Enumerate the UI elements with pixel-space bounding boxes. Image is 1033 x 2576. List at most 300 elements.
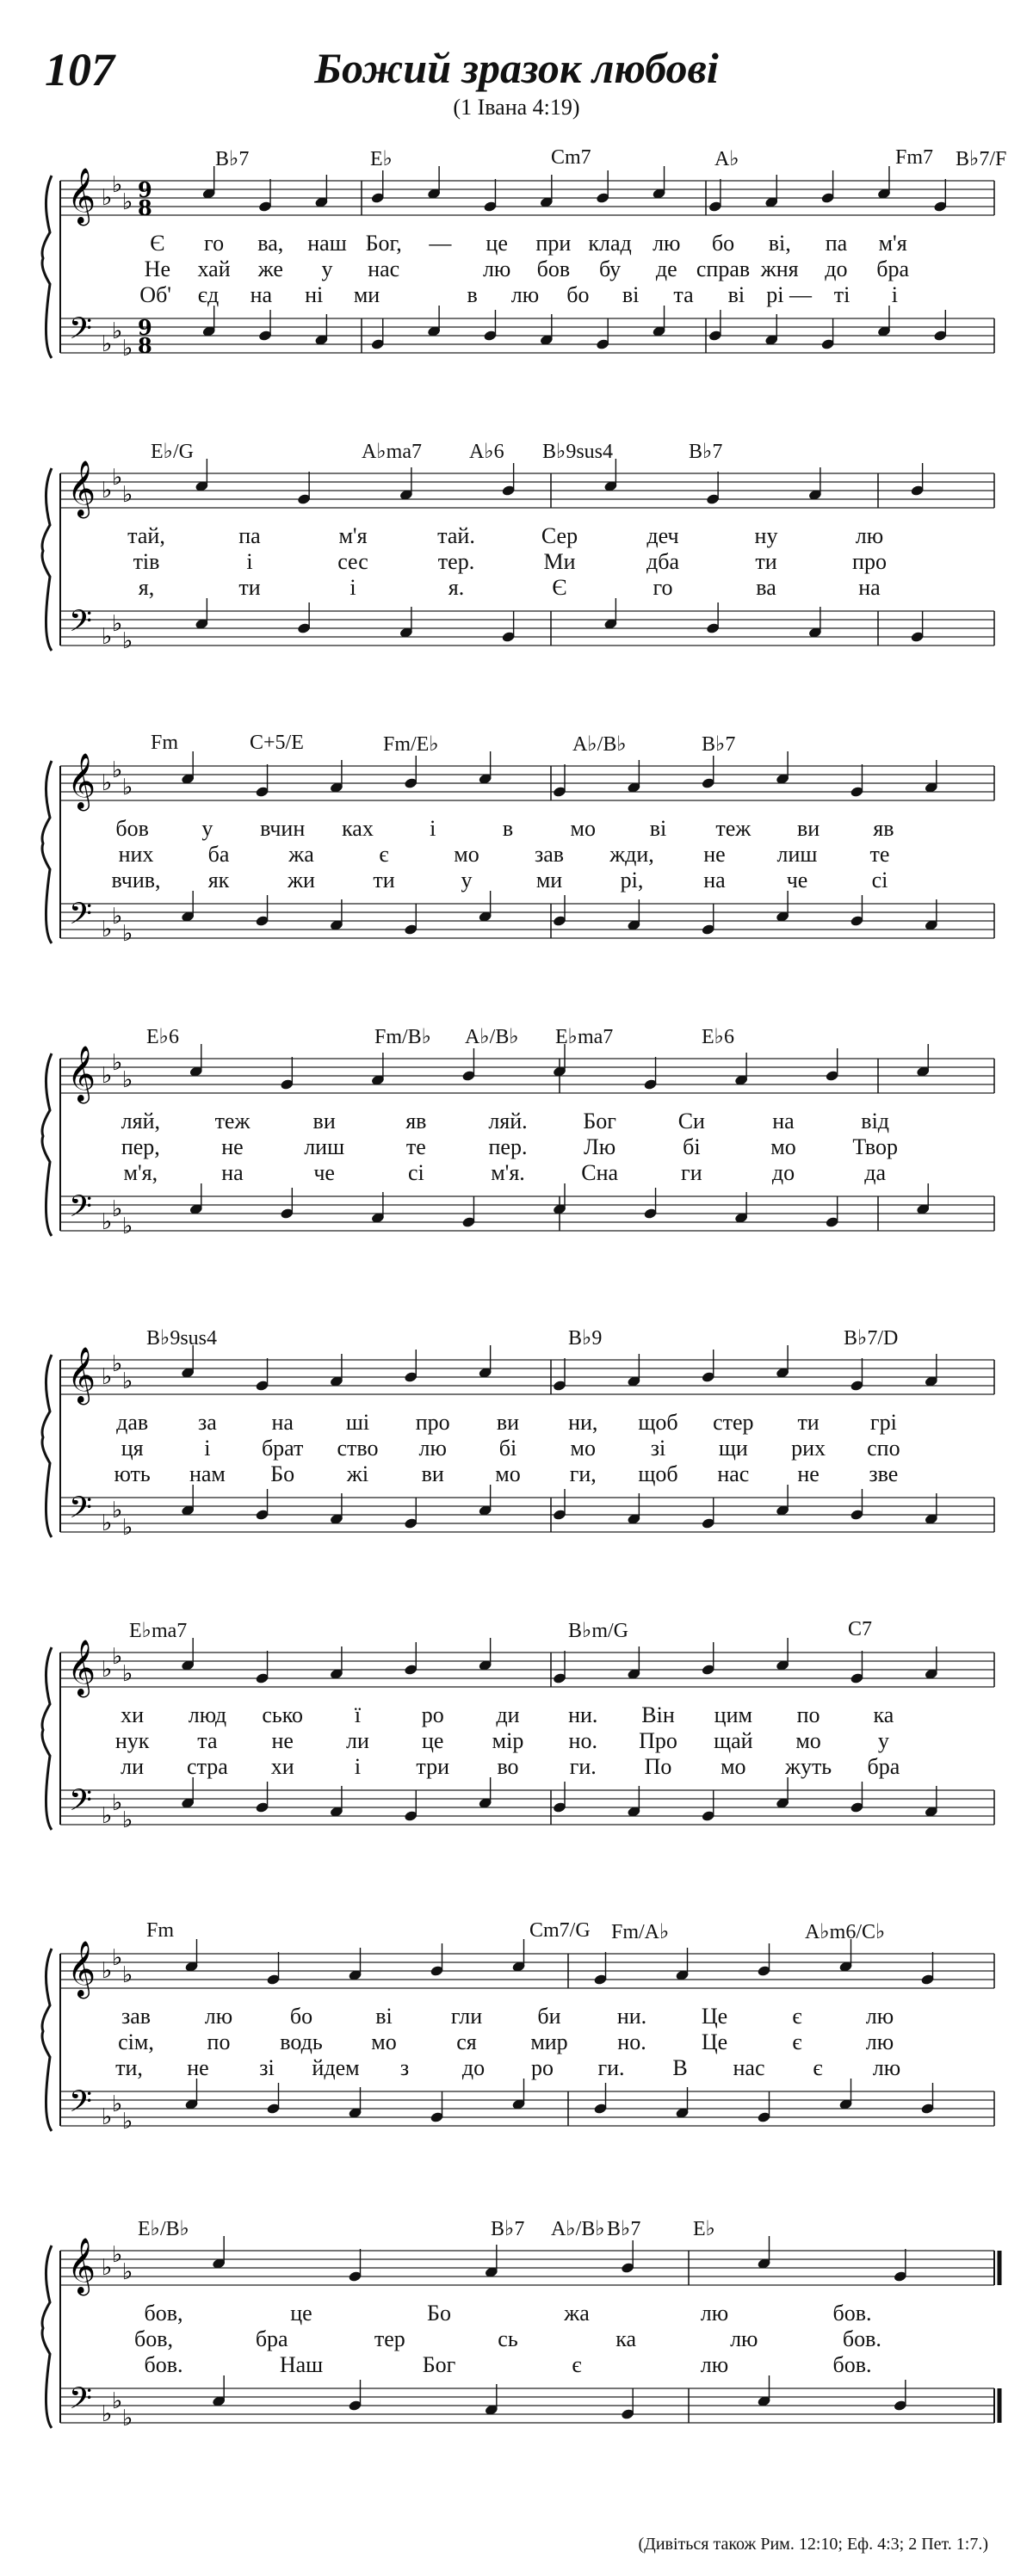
lyric-syllable: ві — [649, 816, 667, 841]
lyric-syllable: Сна — [581, 1160, 619, 1185]
lyric-syllable: не — [703, 842, 726, 867]
key-flat-icon: ♭ — [102, 1364, 113, 1390]
lyric-syllable: лю — [700, 2352, 729, 2377]
lyric-line-verse-2 — [60, 1436, 999, 1465]
lyric-syllable: лю — [482, 256, 511, 281]
lyric-syllable: ка — [873, 1702, 894, 1727]
bass-clef-icon: 𝄢 — [69, 1490, 93, 1532]
key-flat-icon: ♭ — [112, 1790, 123, 1816]
lyric-syllable: м'я. — [491, 1160, 525, 1185]
lyric-syllable: Про — [639, 1728, 677, 1753]
key-flat-icon: ♭ — [112, 1050, 123, 1076]
lyric-syllable: Лю — [584, 1134, 616, 1159]
lyric-syllable: бі — [498, 1436, 517, 1461]
lyric-syllable: Твор — [852, 1134, 898, 1159]
lyric-syllable: ляй, — [121, 1109, 161, 1134]
lyric-syllable: теж — [715, 816, 752, 841]
lyric-syllable: Об' — [139, 282, 172, 307]
lyric-syllable: лю — [855, 523, 884, 548]
lyric-line-verse-2 — [60, 842, 999, 871]
lyric-syllable: жи — [288, 868, 315, 893]
lyric-syllable: по — [796, 1702, 820, 1727]
lyric-syllable: че — [313, 1160, 335, 1185]
lyric-syllable: бов — [115, 816, 149, 841]
lyric-syllable: лю — [510, 282, 540, 307]
scripture-reference: (1 Івана 4:19) — [453, 95, 580, 120]
lyric-syllable: мо — [721, 1754, 746, 1779]
lyric-syllable: не — [797, 1461, 820, 1486]
chord-symbol: Fm/A♭ — [611, 1921, 670, 1943]
lyric-syllable: те — [869, 842, 890, 867]
lyric-syllable: є — [572, 2352, 582, 2377]
lyric-syllable: жня — [760, 256, 799, 281]
key-flat-icon: ♭ — [102, 1958, 113, 1984]
key-flat-icon: ♭ — [112, 1351, 123, 1377]
score-system — [0, 2199, 1033, 2483]
bass-clef-icon: 𝄢 — [69, 1189, 93, 1231]
lyric-syllable: но. — [617, 2029, 646, 2054]
lyric-syllable: них — [118, 842, 154, 867]
time-signature-numerator: 9 — [138, 315, 152, 340]
lyric-line-verse-2 — [60, 256, 999, 286]
lyric-syllable: клад — [588, 231, 632, 256]
lyric-syllable: ги. — [569, 1754, 597, 1779]
lyric-syllable: про — [852, 549, 887, 574]
lyric-syllable: лю — [418, 1436, 447, 1461]
lyric-syllable: я. — [448, 575, 465, 600]
lyric-syllable: стра — [187, 1754, 228, 1779]
lyric-syllable: ти — [797, 1410, 820, 1435]
lyric-syllable: сі — [871, 868, 888, 893]
bass-clef-icon: 𝄢 — [69, 603, 93, 646]
key-flat-icon: ♭ — [112, 1196, 123, 1222]
lyric-syllable: зав — [121, 2004, 152, 2029]
lyric-syllable: бо — [289, 2004, 313, 2029]
lyric-syllable: яв — [873, 816, 894, 841]
lyric-syllable: бов, — [144, 2301, 183, 2326]
lyric-syllable: рі, — [620, 868, 644, 893]
lyric-syllable: сько — [262, 1702, 304, 1727]
lyric-syllable: тай, — [127, 523, 165, 548]
lyric-syllable: м'я — [878, 231, 907, 256]
key-flat-icon: ♭ — [112, 1498, 123, 1523]
lyric-syllable: щай — [714, 1728, 753, 1753]
lyric-syllable: на — [271, 1410, 294, 1435]
lyric-syllable: грі — [869, 1410, 897, 1435]
chord-symbol: B♭9sus4 — [146, 1327, 218, 1350]
lyric-syllable: у — [201, 816, 213, 841]
lyric-syllable: Бог — [422, 2352, 456, 2377]
chord-symbol: E♭6 — [702, 1026, 734, 1048]
key-flat-icon: ♭ — [122, 336, 133, 361]
lyric-syllable: м'я — [338, 523, 368, 548]
lyric-syllable: ро — [421, 1702, 444, 1727]
lyric-syllable: да — [864, 1160, 887, 1185]
lyric-syllable: деч — [646, 523, 679, 548]
treble-clef-icon: 𝄞 — [67, 1347, 96, 1403]
key-flat-icon: ♭ — [102, 770, 113, 796]
key-flat-icon: ♭ — [122, 1368, 133, 1394]
lyric-syllable: жуть — [784, 1754, 832, 1779]
lyric-syllable: спо — [867, 1436, 900, 1461]
lyric-syllable: Бог, — [365, 231, 402, 256]
lyric-syllable: ли — [346, 1728, 369, 1753]
lyric-syllable: це — [421, 1728, 444, 1753]
key-flat-icon: ♭ — [122, 921, 133, 947]
key-flat-icon: ♭ — [122, 2406, 133, 2431]
lyric-syllable: і — [349, 575, 356, 600]
lyric-syllable: на — [221, 1160, 244, 1185]
lyric-line-verse-2 — [60, 1728, 999, 1757]
key-flat-icon: ♭ — [102, 1657, 113, 1683]
lyric-syllable: за — [198, 1410, 217, 1435]
time-signature-numerator: 9 — [138, 177, 152, 202]
footnote: (Дивіться також Рим. 12:10; Еф. 4:3; 2 Пет. 1:7.) — [638, 2535, 988, 2554]
lyric-syllable: ство — [337, 1436, 379, 1461]
lyric-syllable: хай — [197, 256, 231, 281]
chord-symbol: Fm7 — [895, 146, 934, 169]
lyric-syllable: ви — [312, 1109, 336, 1134]
lyric-syllable: ги. — [597, 2055, 625, 2080]
lyric-syllable: Бо — [427, 2301, 451, 2326]
lyric-syllable: ви — [421, 1461, 444, 1486]
lyric-syllable: ми — [535, 868, 563, 893]
lyric-syllable: бов — [536, 256, 571, 281]
lyric-syllable: же — [257, 256, 283, 281]
chord-symbol: C+5/E — [250, 732, 304, 754]
key-flat-icon: ♭ — [112, 1945, 123, 1971]
lyric-syllable: те — [405, 1134, 426, 1159]
chord-symbol: A♭6 — [469, 441, 504, 463]
lyric-syllable: жа — [288, 842, 314, 867]
lyric-syllable: щи — [718, 1436, 748, 1461]
lyric-line-verse-1 — [60, 231, 999, 260]
lyric-syllable: це — [290, 2301, 312, 2326]
lyric-syllable: ви — [496, 1410, 520, 1435]
key-flat-icon: ♭ — [122, 2109, 133, 2134]
lyric-syllable: вчив, — [111, 868, 161, 893]
lyric-syllable: сім, — [118, 2029, 154, 2054]
lyric-syllable: ця — [121, 1436, 144, 1461]
key-flat-icon: ♭ — [112, 465, 123, 491]
lyric-syllable: лю — [865, 2029, 894, 2054]
lyric-syllable: Не — [144, 256, 171, 281]
lyric-syllable: ти — [238, 575, 261, 600]
lyric-syllable: по — [207, 2029, 231, 2054]
lyric-syllable: бо — [566, 282, 590, 307]
lyric-syllable: мо — [371, 2029, 397, 2054]
lyric-line-verse-3 — [60, 868, 999, 897]
lyric-syllable: ти — [755, 549, 777, 574]
score-system — [0, 1902, 1033, 2186]
lyric-syllable: не — [221, 1134, 244, 1159]
lyric-syllable: бу — [598, 256, 622, 281]
treble-clef-icon: 𝄞 — [67, 753, 96, 809]
lyric-line-verse-2 — [60, 2326, 999, 2356]
lyric-syllable: ва, — [257, 231, 284, 256]
lyric-syllable: як — [207, 868, 230, 893]
treble-clef-icon: 𝄞 — [67, 168, 96, 224]
lyric-syllable: Наш — [279, 2352, 324, 2377]
lyric-syllable: та — [197, 1728, 218, 1753]
lyric-syllable: сь — [498, 2326, 518, 2351]
key-flat-icon: ♭ — [122, 2259, 133, 2285]
chord-symbol: A♭/B♭ — [551, 2218, 605, 2240]
lyric-syllable: нас — [368, 256, 400, 281]
lyric-syllable: ди — [496, 1702, 520, 1727]
lyric-syllable: стер — [713, 1410, 754, 1435]
lyric-syllable: мо — [570, 1436, 596, 1461]
lyric-syllable: па — [825, 231, 848, 256]
lyric-syllable: я, — [138, 575, 155, 600]
lyric-line-verse-3 — [60, 2055, 999, 2085]
lyric-syllable: і — [354, 1754, 362, 1779]
lyric-syllable: Це — [701, 2004, 728, 2029]
lyric-syllable: м'я, — [123, 1160, 158, 1185]
lyric-syllable: ро — [531, 2055, 554, 2080]
lyric-line-verse-1 — [60, 2004, 999, 2033]
lyric-syllable: ти, — [115, 2055, 143, 2080]
lyric-syllable: По — [644, 1754, 672, 1779]
lyric-syllable: па — [238, 523, 261, 548]
score-system — [0, 129, 1033, 413]
lyric-syllable: ни. — [616, 2004, 647, 2029]
lyric-line-verse-2 — [60, 2029, 999, 2059]
lyric-syllable: від — [861, 1109, 890, 1134]
key-flat-icon: ♭ — [112, 2091, 123, 2117]
lyric-syllable: про — [415, 1410, 450, 1435]
score-system — [0, 1601, 1033, 1885]
lyric-syllable: Си — [677, 1109, 705, 1134]
lyric-syllable: че — [786, 868, 808, 893]
lyric-syllable: тай. — [437, 523, 475, 548]
key-flat-icon: ♭ — [122, 775, 133, 800]
lyric-line-verse-1 — [60, 1109, 999, 1138]
lyric-syllable: ві — [375, 2004, 393, 2029]
key-flat-icon: ♭ — [122, 1661, 133, 1687]
key-flat-icon: ♭ — [122, 1214, 133, 1239]
lyric-syllable: бра — [867, 1754, 900, 1779]
key-flat-icon: ♭ — [122, 1962, 133, 1988]
lyric-syllable: не — [271, 1728, 294, 1753]
key-flat-icon: ♭ — [112, 611, 123, 637]
chord-symbol: B♭9sus4 — [542, 441, 614, 463]
lyric-line-verse-2 — [60, 549, 999, 578]
key-flat-icon: ♭ — [112, 904, 123, 930]
chord-symbol: B♭7/D — [844, 1327, 899, 1350]
lyric-syllable: бо — [711, 231, 735, 256]
bass-clef-icon: 𝄢 — [69, 2084, 93, 2126]
lyric-syllable: зав — [534, 842, 565, 867]
lyric-syllable: пер, — [121, 1134, 160, 1159]
lyric-syllable: є — [379, 842, 389, 867]
key-flat-icon: ♭ — [122, 189, 133, 215]
chord-symbol: Cm7 — [551, 146, 591, 169]
lyric-syllable: бов. — [832, 2301, 872, 2326]
lyric-syllable: тер. — [437, 549, 475, 574]
chord-symbol: A♭ma7 — [362, 441, 422, 463]
treble-clef-icon: 𝄞 — [67, 2238, 96, 2294]
lyric-syllable: ві — [727, 282, 745, 307]
lyric-syllable: ляй. — [488, 1109, 528, 1134]
lyric-syllable: яв — [405, 1109, 427, 1134]
lyric-syllable: бі — [683, 1134, 701, 1159]
lyric-syllable: мір — [492, 1728, 524, 1753]
lyric-syllable: хи — [270, 1754, 294, 1779]
score-system — [0, 422, 1033, 706]
lyric-syllable: лю — [872, 2055, 901, 2080]
lyric-syllable: го — [653, 575, 673, 600]
lyric-syllable: лю — [700, 2301, 729, 2326]
chord-symbol: E♭6 — [146, 1026, 179, 1048]
lyric-syllable: сі — [407, 1160, 424, 1185]
lyric-line-verse-3 — [60, 2352, 999, 2381]
time-signature-denominator: 8 — [138, 333, 152, 358]
chord-symbol: E♭ — [370, 148, 393, 170]
chord-symbol: E♭ma7 — [555, 1026, 614, 1048]
lyric-syllable: Ми — [543, 549, 576, 574]
lyric-syllable: і — [891, 282, 898, 307]
lyric-syllable: Це — [701, 2029, 728, 2054]
lyric-syllable: жа — [564, 2301, 590, 2326]
chord-symbol: Fm — [151, 732, 179, 754]
key-flat-icon: ♭ — [102, 2401, 113, 2427]
lyric-syllable: ба — [207, 842, 230, 867]
key-flat-icon: ♭ — [112, 318, 123, 344]
lyric-syllable: ми — [353, 282, 380, 307]
lyric-syllable: жі — [346, 1461, 369, 1486]
lyric-syllable: і — [246, 549, 253, 574]
lyric-syllable: ва — [756, 575, 776, 600]
lyric-syllable: би — [537, 2004, 561, 2029]
lyric-syllable: не — [187, 2055, 209, 2080]
lyric-syllable: де — [655, 256, 677, 281]
lyric-syllable: у — [461, 868, 473, 893]
lyric-line-verse-1 — [60, 523, 999, 553]
lyric-syllable: — — [429, 231, 452, 256]
lyric-syllable: зве — [869, 1461, 899, 1486]
treble-clef-icon: 𝄞 — [67, 1941, 96, 1997]
lyric-syllable: жди, — [609, 842, 654, 867]
key-flat-icon: ♭ — [122, 1807, 133, 1833]
lyric-line-verse-3 — [60, 575, 999, 604]
lyric-syllable: нам — [189, 1461, 226, 1486]
chord-symbol: B♭9 — [568, 1327, 603, 1350]
score-system — [0, 1308, 1033, 1592]
lyric-syllable: до — [461, 2055, 486, 2080]
lyric-syllable: і — [204, 1436, 211, 1461]
key-flat-icon: ♭ — [112, 172, 123, 198]
lyric-syllable: бов. — [832, 2352, 872, 2377]
lyric-syllable: на — [703, 868, 726, 893]
lyric-syllable: нас — [717, 1461, 750, 1486]
lyric-line-verse-1 — [60, 2301, 999, 2330]
lyric-syllable: мо — [495, 1461, 521, 1486]
lyric-syllable: з — [399, 2055, 410, 2080]
lyric-line-verse-2 — [60, 1134, 999, 1164]
key-flat-icon: ♭ — [102, 1803, 113, 1829]
key-flat-icon: ♭ — [112, 1644, 123, 1670]
lyric-syllable: є — [813, 2055, 823, 2080]
lyric-syllable: гли — [450, 2004, 483, 2029]
lyric-syllable: єд — [197, 282, 220, 307]
lyric-syllable: три — [416, 1754, 450, 1779]
lyric-syllable: ші — [345, 1410, 370, 1435]
key-flat-icon: ♭ — [102, 331, 113, 357]
lyric-syllable: бов. — [842, 2326, 881, 2351]
lyric-syllable: мо — [570, 816, 596, 841]
key-flat-icon: ♭ — [122, 1515, 133, 1541]
chord-symbol: Fm — [146, 1919, 175, 1942]
lyric-syllable: лю — [653, 231, 681, 256]
lyric-syllable: лю — [730, 2326, 758, 2351]
chord-symbol: B♭7 — [215, 148, 250, 170]
lyric-syllable: лиш — [304, 1134, 345, 1159]
lyric-syllable: ги, — [569, 1461, 597, 1486]
lyric-syllable: теж — [214, 1109, 251, 1134]
chord-symbol: A♭ — [714, 148, 739, 170]
lyric-syllable: брат — [261, 1436, 304, 1461]
lyric-syllable: Є — [150, 231, 165, 256]
lyric-syllable: тів — [133, 549, 160, 574]
key-flat-icon: ♭ — [102, 1063, 113, 1089]
lyric-syllable: до — [825, 256, 848, 281]
time-signature-denominator: 8 — [138, 195, 152, 220]
lyric-line-verse-1 — [60, 816, 999, 845]
chord-symbol: B♭7 — [607, 2218, 641, 2240]
key-flat-icon: ♭ — [102, 1510, 113, 1536]
lyric-syllable: та — [673, 282, 694, 307]
lyric-syllable: тер — [374, 2326, 405, 2351]
lyric-syllable: ні — [305, 282, 324, 307]
lyric-syllable: справ — [696, 256, 751, 281]
key-flat-icon: ♭ — [102, 2255, 113, 2281]
key-flat-icon: ♭ — [112, 757, 123, 783]
lyric-line-verse-3 — [60, 1461, 999, 1491]
lyric-line-verse-3 — [60, 1754, 999, 1783]
lyric-syllable: у — [321, 256, 333, 281]
lyric-syllable: В — [672, 2055, 688, 2080]
lyric-syllable: рі — — [766, 282, 813, 307]
lyric-syllable: водь — [280, 2029, 323, 2054]
bass-clef-icon: 𝄢 — [69, 311, 93, 353]
chord-symbol: Fm/E♭ — [383, 733, 439, 756]
lyric-syllable: рих — [791, 1436, 826, 1461]
hymn-number: 107 — [45, 44, 114, 96]
lyric-syllable: ві, — [768, 231, 791, 256]
chord-symbol: A♭m6/C♭ — [805, 1921, 886, 1943]
hymn-title: Божий зразок любові — [314, 44, 719, 92]
chord-symbol: A♭/B♭ — [465, 1026, 519, 1048]
lyric-syllable: на — [772, 1109, 795, 1134]
lyric-syllable: лю — [865, 2004, 894, 2029]
lyric-syllable: бра — [255, 2326, 288, 2351]
chord-symbol: E♭/B♭ — [138, 2218, 189, 2240]
chord-symbol: B♭7 — [702, 733, 736, 756]
lyric-syllable: це — [486, 231, 508, 256]
lyric-syllable: ві — [622, 282, 640, 307]
chord-symbol: C7 — [848, 1618, 873, 1640]
lyric-syllable: в — [467, 282, 478, 307]
treble-clef-icon: 𝄞 — [67, 1640, 96, 1696]
key-flat-icon: ♭ — [102, 624, 113, 650]
lyric-syllable: вчин — [260, 816, 306, 841]
lyric-syllable: в — [502, 816, 514, 841]
lyric-syllable: ни. — [568, 1702, 598, 1727]
treble-clef-icon: 𝄞 — [67, 460, 96, 516]
chord-symbol: B♭7 — [689, 441, 723, 463]
lyric-syllable: но. — [568, 1728, 597, 1753]
